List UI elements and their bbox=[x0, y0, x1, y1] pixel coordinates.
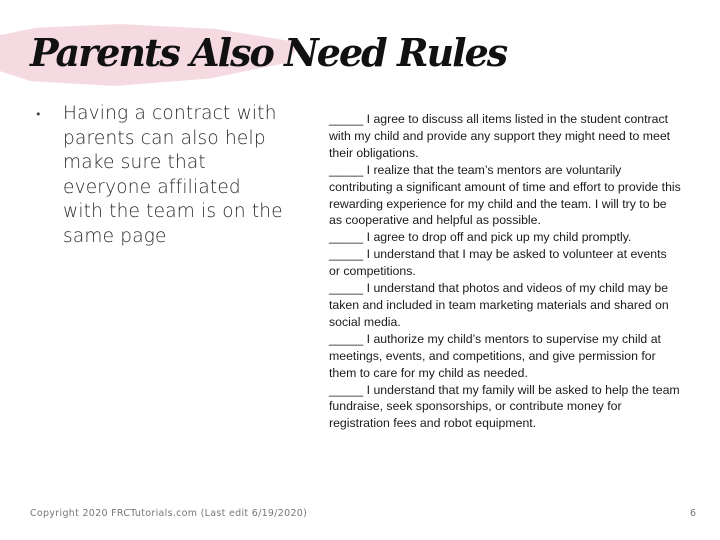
page-title: Parents Also Need Rules bbox=[30, 30, 507, 75]
bullet-list bbox=[35, 102, 285, 249]
contract-item: _____ I agree to drop off and pick up my child promptly. bbox=[329, 230, 632, 245]
contract-item: _____ I understand that I may be asked to volunteer at events or competitions. bbox=[329, 247, 667, 279]
contract-item: _____ I realize that the team’s mentors are voluntarily contributing a significant amount of time and effort to provide this rewarding experience for my child and the team. I will try to be as cooperative and helpful as possible. bbox=[329, 162, 681, 228]
copyright-footer: Copyright 2020 FRCTutorials.com (Last edit 6/19/2020) bbox=[30, 508, 308, 519]
contract-item: _____ I agree to discuss all items listed in the student contract with my child and provide any support they might need to meet their obligations. bbox=[329, 112, 671, 160]
contract-item: _____ I understand that photos and videos of my child may be taken and included in team marketing materials and shared on social media. bbox=[329, 281, 669, 329]
page-number: 6 bbox=[689, 508, 696, 519]
contract-item: _____ I understand that my family will be asked to help the team fundraise, seek sponsorships, or contribute money for registration fees and robot equipment. bbox=[329, 382, 680, 431]
contract-item: _____ I authorize my child’s mentors to supervise my child at meetings, events, and competitions, and give permission for them to care for my child as needed. bbox=[329, 331, 661, 380]
bullet-text: Having a contract with parents can also help make sure that everyone affiliated with the team is on the same page bbox=[63, 103, 283, 247]
bullet-marker: • bbox=[35, 108, 42, 121]
parent-contract-list bbox=[329, 111, 681, 432]
